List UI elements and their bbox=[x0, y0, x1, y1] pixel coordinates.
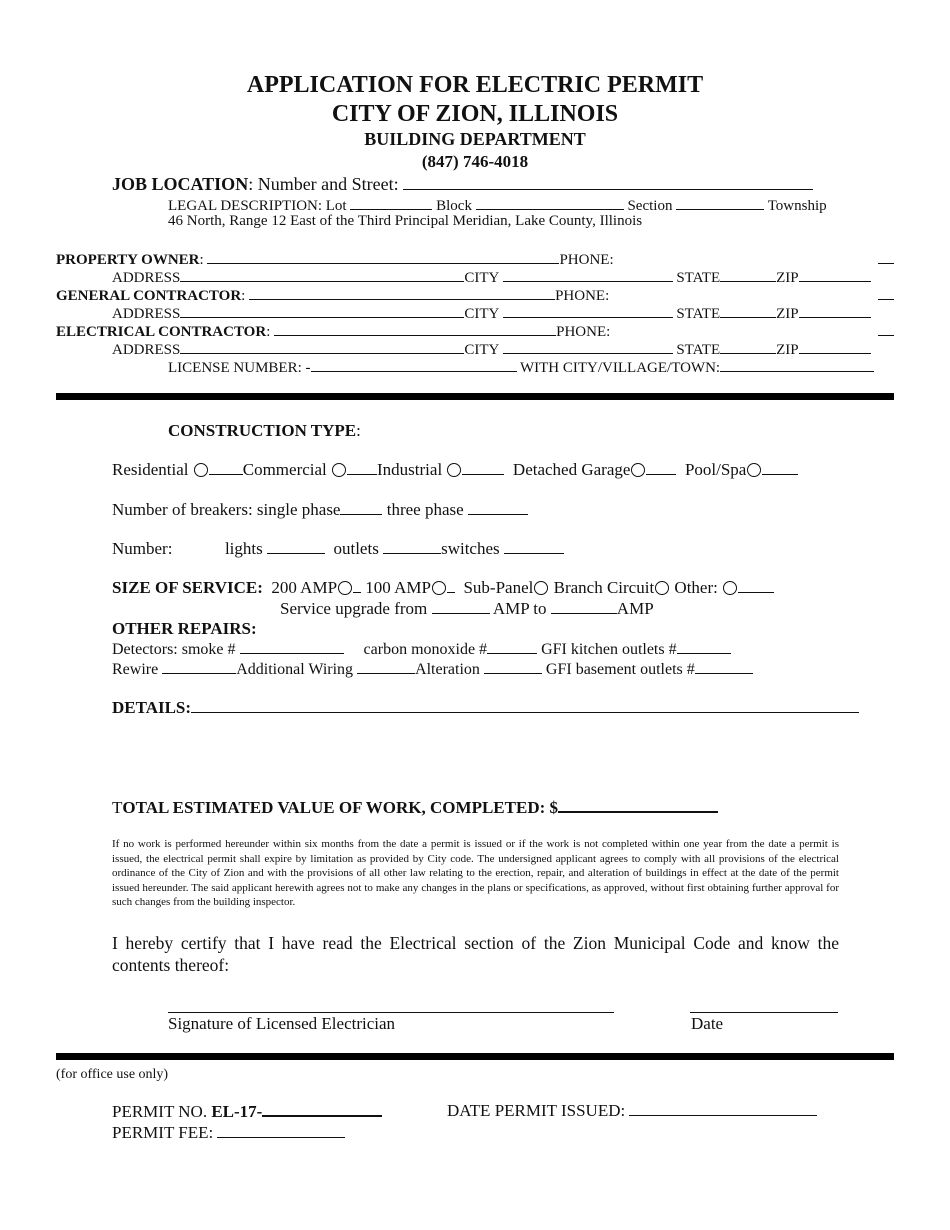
with-city-label: WITH CITY/VILLAGE/TOWN: bbox=[519, 360, 721, 376]
alteration-field[interactable] bbox=[484, 659, 542, 674]
blank bbox=[762, 460, 798, 475]
blank bbox=[347, 460, 377, 475]
service-size-row bbox=[112, 578, 774, 598]
meridian-text: 46 North, Range 12 East of the Third Principal Meridian, Lake County, Illinois bbox=[168, 213, 643, 229]
subpanel-label: Sub-Panel bbox=[463, 578, 534, 597]
job-location-label: JOB LOCATION bbox=[112, 174, 249, 194]
state-label: STATE bbox=[676, 306, 721, 322]
other-repairs-heading: OTHER REPAIRS: bbox=[112, 619, 257, 638]
ec-city-field[interactable] bbox=[503, 339, 673, 354]
permit-no-label: PERMIT NO. bbox=[112, 1102, 208, 1121]
electrical-contractor-phone-field[interactable] bbox=[878, 321, 894, 341]
expiration-notice: If no work is performed hereunder within six months from the date a permit is issued or if the work is not completed within one year from the date a permit is issued, the electrical permit shall expire by limitation as provided by City code. The undersigned applicant agrees to comply with all provisions of the electrical ordinance of the City of Zion and with the provisions of all other law relating to the erection, repair, and alteration of buildings in effect at the date of the permit issued hereunder. The said applicant herewith agrees not to make any changes in the plans or specifications, as approved, without first obtaining further approval for such changes from the building inspector. bbox=[112, 838, 839, 909]
permit-fee-label: PERMIT FEE: bbox=[112, 1123, 214, 1142]
amp-to-label: AMP to bbox=[492, 599, 547, 618]
state-label: STATE bbox=[676, 342, 721, 358]
details-label: DETAILS: bbox=[112, 698, 192, 717]
township-label: Township bbox=[767, 198, 827, 214]
state-label: STATE bbox=[676, 270, 721, 286]
branch-circuit-radio[interactable] bbox=[655, 581, 669, 595]
block-label: Block bbox=[436, 198, 472, 214]
owner-address-row bbox=[112, 267, 871, 287]
alteration-label: Alteration bbox=[415, 661, 480, 678]
residential-radio[interactable] bbox=[194, 463, 208, 477]
smoke-detector-label: Detectors: smoke # bbox=[112, 641, 236, 658]
ec-state-field[interactable] bbox=[720, 339, 776, 354]
total-value-row bbox=[112, 797, 718, 818]
section-divider bbox=[56, 393, 894, 400]
electrical-contractor-row bbox=[56, 321, 610, 341]
three-phase-label: three phase bbox=[386, 500, 464, 519]
industrial-radio[interactable] bbox=[447, 463, 461, 477]
electrical-contractor-field[interactable] bbox=[274, 321, 556, 336]
total-value-field[interactable] bbox=[558, 797, 718, 813]
gc-state-field[interactable] bbox=[720, 303, 776, 318]
other-radio[interactable] bbox=[723, 581, 737, 595]
detached-garage-label: Detached Garage bbox=[512, 460, 631, 479]
detectors-row bbox=[112, 639, 731, 659]
blank bbox=[462, 460, 504, 475]
commercial-label: Commercial bbox=[242, 460, 327, 479]
form-title: APPLICATION FOR ELECTRIC PERMIT bbox=[246, 72, 704, 98]
switches-field[interactable] bbox=[504, 539, 564, 554]
service-upgrade-row bbox=[280, 599, 654, 619]
construction-type-row bbox=[112, 460, 798, 480]
rewire-label: Rewire bbox=[112, 661, 159, 678]
date-line[interactable] bbox=[690, 1012, 838, 1013]
details-field[interactable] bbox=[191, 698, 859, 713]
blank bbox=[353, 578, 361, 593]
property-owner-label: PROPERTY OWNER bbox=[56, 252, 200, 268]
gfi-kitchen-label: GFI kitchen outlets # bbox=[541, 641, 677, 658]
ec-zip-field[interactable] bbox=[799, 339, 871, 354]
blank bbox=[447, 578, 455, 593]
total-value-label: OTAL ESTIMATED VALUE OF WORK, COMPLETED: $ bbox=[122, 798, 559, 817]
lot-label: LEGAL DESCRIPTION: Lot bbox=[168, 198, 347, 214]
general-contractor-phone-field[interactable] bbox=[878, 285, 894, 305]
permit-number-row bbox=[112, 1101, 382, 1122]
gc-address-row bbox=[112, 303, 871, 323]
fixtures-row bbox=[112, 539, 564, 559]
zip-label: ZIP bbox=[776, 342, 799, 358]
office-use-note: (for office use only) bbox=[56, 1067, 169, 1082]
certification-statement: I hereby certify that I have read the Electrical section of the Zion Municipal Code and know the contents thereof: bbox=[112, 933, 839, 975]
outlets-field[interactable] bbox=[383, 539, 441, 554]
owner-zip-field[interactable] bbox=[799, 267, 871, 282]
address-label: ADDRESS bbox=[112, 270, 181, 286]
city-label: CITY bbox=[464, 342, 499, 358]
service-size-label: SIZE OF SERVICE: bbox=[112, 578, 263, 597]
city-label: CITY bbox=[464, 306, 499, 322]
department-name: BUILDING DEPARTMENT bbox=[364, 129, 586, 149]
job-street-field[interactable] bbox=[403, 175, 813, 190]
address-label: ADDRESS bbox=[112, 342, 181, 358]
job-location-row bbox=[112, 174, 813, 195]
city-label: CITY bbox=[464, 270, 499, 286]
gfi-kitchen-field[interactable] bbox=[677, 639, 731, 654]
number-label: Number: bbox=[112, 539, 173, 558]
other-label: Other: bbox=[674, 578, 718, 597]
amp200-label: 200 AMP bbox=[271, 578, 338, 597]
industrial-label: Industrial bbox=[377, 460, 443, 479]
general-contractor-row bbox=[56, 285, 609, 305]
breakers-row bbox=[112, 500, 528, 520]
permit-prefix: EL-17- bbox=[211, 1102, 263, 1121]
carbon-monoxide-label: carbon monoxide # bbox=[363, 641, 488, 658]
upgrade-from-label: Service upgrade from bbox=[280, 599, 428, 618]
gc-address-field[interactable] bbox=[180, 303, 464, 318]
amp-label: AMP bbox=[616, 599, 654, 618]
date-label: Date bbox=[691, 1014, 724, 1033]
commercial-radio[interactable] bbox=[332, 463, 346, 477]
branch-circuit-label: Branch Circuit bbox=[553, 578, 655, 597]
property-owner-row bbox=[56, 249, 614, 269]
colon: : bbox=[356, 421, 361, 440]
blank bbox=[646, 460, 676, 475]
amp100-label: 100 AMP bbox=[365, 578, 431, 597]
department-phone: (847) 746-4018 bbox=[421, 152, 529, 171]
office-divider bbox=[56, 1053, 894, 1060]
details-row bbox=[112, 698, 859, 718]
gc-city-field[interactable] bbox=[503, 303, 673, 318]
owner-address-field[interactable] bbox=[180, 267, 464, 282]
rewire-row bbox=[112, 659, 753, 679]
phone-label: PHONE: bbox=[559, 252, 614, 268]
signature-line[interactable] bbox=[168, 1012, 614, 1013]
pool-spa-radio[interactable] bbox=[747, 463, 761, 477]
address-label: ADDRESS bbox=[112, 306, 181, 322]
colon: : bbox=[199, 252, 204, 268]
block-field[interactable] bbox=[476, 195, 624, 210]
permit-number-field[interactable] bbox=[262, 1101, 382, 1117]
carbon-monoxide-field[interactable] bbox=[487, 639, 537, 654]
with-city-field[interactable] bbox=[720, 357, 874, 372]
date-issued-field[interactable] bbox=[629, 1101, 817, 1116]
owner-city-field[interactable] bbox=[503, 267, 673, 282]
ec-address-field[interactable] bbox=[180, 339, 464, 354]
owner-state-field[interactable] bbox=[720, 267, 776, 282]
permit-fee-field[interactable] bbox=[217, 1123, 345, 1138]
license-number-label: LICENSE NUMBER: - bbox=[168, 360, 311, 376]
colon: : bbox=[241, 288, 246, 304]
other-field[interactable] bbox=[738, 578, 774, 593]
section-label: Section bbox=[627, 198, 673, 214]
blank bbox=[209, 460, 243, 475]
license-number-field[interactable] bbox=[311, 357, 517, 372]
license-row bbox=[168, 357, 874, 377]
amp100-radio[interactable] bbox=[432, 581, 446, 595]
detached-garage-radio[interactable] bbox=[631, 463, 645, 477]
colon: : bbox=[266, 324, 271, 340]
section-field[interactable] bbox=[676, 195, 764, 210]
lights-label: lights bbox=[224, 539, 263, 558]
general-contractor-field[interactable] bbox=[249, 285, 555, 300]
single-phase-field[interactable] bbox=[340, 500, 382, 515]
zip-label: ZIP bbox=[776, 270, 799, 286]
gfi-basement-field[interactable] bbox=[695, 659, 753, 674]
upgrade-from-field[interactable] bbox=[432, 599, 490, 614]
date-issued-row bbox=[447, 1101, 817, 1121]
outlets-label: outlets bbox=[333, 539, 379, 558]
construction-type-heading bbox=[168, 421, 361, 441]
phone-label: PHONE: bbox=[556, 324, 611, 340]
single-phase-label: Number of breakers: single phase bbox=[112, 500, 341, 519]
total-initial: T bbox=[112, 798, 123, 817]
electrical-contractor-label: ELECTRICAL CONTRACTOR bbox=[56, 324, 267, 340]
gfi-basement-label: GFI basement outlets # bbox=[545, 661, 695, 678]
job-location-street-label: : Number and Street: bbox=[248, 174, 399, 194]
residential-label: Residential bbox=[112, 460, 189, 479]
gc-zip-field[interactable] bbox=[799, 303, 871, 318]
rewire-field[interactable] bbox=[162, 659, 236, 674]
construction-type-label: CONSTRUCTION TYPE bbox=[168, 421, 357, 440]
city-name: CITY OF ZION, ILLINOIS bbox=[331, 101, 619, 127]
permit-fee-row bbox=[112, 1123, 345, 1143]
property-owner-field[interactable] bbox=[207, 249, 559, 264]
zip-label: ZIP bbox=[776, 306, 799, 322]
switches-label: switches bbox=[441, 539, 500, 558]
smoke-detector-field[interactable] bbox=[240, 639, 344, 654]
amp200-radio[interactable] bbox=[338, 581, 352, 595]
phone-label: PHONE: bbox=[555, 288, 610, 304]
additional-wiring-label: Additional Wiring bbox=[236, 661, 354, 678]
lot-field[interactable] bbox=[350, 195, 432, 210]
date-issued-label: DATE PERMIT ISSUED: bbox=[447, 1101, 626, 1120]
subpanel-radio[interactable] bbox=[534, 581, 548, 595]
property-owner-phone-field[interactable] bbox=[878, 249, 894, 269]
upgrade-to-field[interactable] bbox=[551, 599, 617, 614]
signature-label: Signature of Licensed Electrician bbox=[168, 1014, 396, 1033]
legal-description-row bbox=[168, 195, 827, 215]
additional-wiring-field[interactable] bbox=[357, 659, 415, 674]
three-phase-field[interactable] bbox=[468, 500, 528, 515]
lights-field[interactable] bbox=[267, 539, 325, 554]
ec-address-row bbox=[112, 339, 871, 359]
pool-spa-label: Pool/Spa bbox=[684, 460, 747, 479]
general-contractor-label: GENERAL CONTRACTOR bbox=[56, 288, 242, 304]
